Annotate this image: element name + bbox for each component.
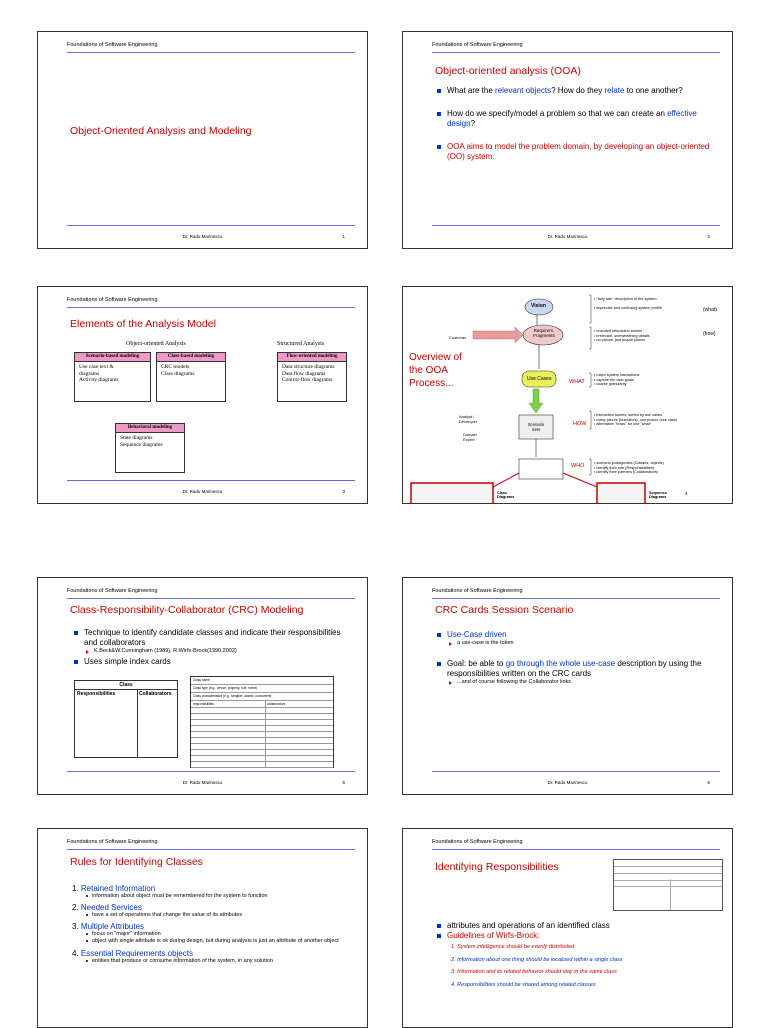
text: ...and of course following the Collaborator links: [457, 679, 572, 686]
slide-author: Dr. Radu Marinescu: [182, 489, 223, 494]
dot-icon: [86, 940, 88, 942]
bullet-list: [437, 86, 720, 162]
analyst-label: Analyst / Developer: [459, 414, 478, 424]
text: object with single attribute is ok during design, but during analysis is just an attribute of another object: [92, 938, 339, 945]
behavioral-box: [115, 423, 185, 473]
guideline: 2. Information about one thing should be localized within a single class: [451, 956, 623, 963]
bullet-icon: [74, 660, 78, 664]
what-paren-label: (what): [703, 307, 717, 313]
box-body: CRC models Class diagrams: [161, 364, 195, 377]
text: Uses simple index cards: [84, 657, 171, 667]
vision-label: Vision: [531, 303, 546, 309]
slide-2: [402, 31, 733, 249]
text: entities that produce or consume information of the system, in any solution: [92, 957, 273, 964]
card2-header-row: [191, 701, 333, 708]
thumb-row: [614, 881, 722, 887]
slide-header: Foundations of Software Engineering: [432, 588, 523, 594]
card2-type: Class type (e.g., device, property, role, event): [191, 685, 333, 693]
crc-card-thumbnail: [613, 859, 723, 911]
bullet-list: [437, 921, 720, 988]
rule-item: [72, 884, 357, 900]
rule-heading: [72, 949, 357, 958]
rule-heading: [72, 903, 357, 912]
bullet-icon: [74, 631, 78, 635]
header-rule: [67, 307, 355, 308]
sequence-diagram-thumb: [597, 483, 645, 504]
text: Technique to identify candidate classes and indicate their responsibilities and collaborators: [84, 628, 341, 647]
green-arrow: [529, 389, 543, 413]
slide-author: Dr. Radu Marinescu: [547, 780, 588, 785]
customer-arrow: [473, 327, 523, 343]
slide-number: 4: [685, 491, 688, 496]
footer-rule: [67, 480, 355, 481]
slide-number: 5: [342, 780, 345, 785]
rule-item: [72, 922, 357, 945]
notes-classes: • scenario protagonists (Classes, objects) • identify their role (Responsibilities) • identify their partners (Collaborators): [594, 461, 664, 475]
how-label: HOW: [573, 421, 587, 427]
bracket: [589, 411, 591, 429]
header-rule: [67, 598, 355, 599]
rule-heading: [72, 922, 357, 931]
box-head: Behavioral modeling: [116, 424, 184, 433]
notes-requirements: • unsorted interaction stories • irrelevant, overwhelming details • no picture, just puzzle pieces: [594, 329, 650, 343]
slide-title: Object-oriented analysis (OOA): [435, 65, 581, 77]
thumb-row: [614, 874, 722, 881]
rule-number: 3.: [72, 922, 79, 932]
text: Goal: be able to: [447, 659, 506, 669]
class-box: [156, 352, 226, 402]
text: information about object must be remembered for the system to function: [92, 893, 268, 899]
footer-rule: [67, 225, 355, 226]
crc-card-simple: [74, 680, 178, 758]
text: ? How do they: [551, 86, 605, 95]
who-label: WHO: [571, 463, 585, 469]
rule-sub: [72, 893, 357, 900]
structured-analysis-label: Structured Analysis: [277, 341, 325, 347]
slide-number: 1: [342, 234, 345, 239]
card2-collab: collaborators: [267, 702, 286, 706]
rule-sub: [72, 958, 357, 965]
slide-1: [37, 31, 368, 249]
header-rule: [67, 849, 355, 850]
slide-title: Class-Responsibility-Collaborator (CRC) Modeling: [70, 604, 304, 616]
notes-usecases: • major system interactions • capture the user goals • coarse granularity: [594, 373, 640, 387]
text: ?: [470, 119, 476, 128]
card2-char: Class characteristics (e.g., tangible, atomic, concurrent): [191, 693, 333, 701]
bullet: [437, 86, 720, 96]
text: What are the: [447, 86, 496, 95]
how-paren-label: (how): [703, 331, 716, 337]
header-rule: [432, 849, 720, 850]
scenario-sets-label: Scenario Sets: [527, 422, 545, 432]
box-head: Scenario-based modeling: [75, 353, 150, 362]
bullet: [437, 630, 720, 640]
text: OOA aims to model the problem domain, by developing an object-oriented (OO) system.: [447, 142, 710, 161]
guideline: 3. Information and its related behavior should stay in the same class: [451, 969, 617, 975]
sequence-diagrams-label: Sequence Diagrams: [649, 491, 667, 500]
guideline: 1. System intelligence should be evenly distributed: [451, 944, 575, 950]
dot-icon: [86, 960, 88, 962]
bullet-icon: [437, 112, 441, 116]
highlight: go through the whole use-case: [505, 659, 616, 669]
box-body: State diagrams Sequence diagrams: [120, 435, 163, 448]
slide-5: [37, 577, 368, 795]
box-body: Data structure diagrams Data flow diagrams Control-flow diagrams: [282, 364, 335, 384]
header-rule: [432, 52, 720, 53]
bullet: [437, 142, 720, 162]
highlight: effective design: [447, 109, 697, 128]
rule-label: Retained Information: [80, 884, 156, 893]
notes-scenarios: • interaction stories, sorted by use cases • many pieces (scenarios), one picture (use case) • alternative "hows" for one "what": [594, 413, 678, 427]
triangle-icon: [86, 650, 89, 654]
guidelines: [437, 945, 720, 988]
slide-title: Identifying Responsibilities: [435, 861, 559, 873]
customer-label: Customer: [449, 335, 467, 340]
bullet-icon: [437, 89, 441, 93]
slide-title: Object-Oriented Analysis and Modeling: [70, 125, 252, 137]
triangle-icon: [449, 681, 452, 685]
bullet: [437, 931, 720, 941]
slide-author: Dr. Radu Marinescu: [182, 234, 223, 239]
bullet-icon: [437, 924, 441, 928]
rule-sub: [72, 912, 357, 919]
dot-icon: [86, 914, 88, 916]
slide-title: Rules for Identifying Classes: [70, 856, 204, 868]
diagram-strip: [519, 459, 563, 479]
bullet-icon: [437, 633, 441, 637]
slide-6: [402, 577, 733, 795]
text: have a set of operations that change the value of its attributes: [92, 912, 243, 919]
dot-icon: [86, 895, 88, 897]
triangle-icon: [449, 642, 452, 646]
box-head: Flow-oriented modeling: [278, 353, 346, 362]
flow-box: [277, 352, 347, 402]
notes-vision: • "fairy tale" description of the system • imprecise and confusing system profile: [594, 297, 662, 311]
box-body: Use case text & diagrams Activity diagrams: [79, 364, 119, 384]
slide-author: Dr. Radu Marinescu: [182, 780, 223, 785]
thumb-divider: [670, 879, 671, 910]
rule-number: 2.: [72, 903, 79, 913]
rule-item: [72, 903, 357, 919]
scenario-box: [74, 352, 151, 402]
slide-title: Overview of the OOA Process...: [409, 352, 462, 389]
text: Use-Case driven: [447, 630, 507, 639]
slide-header: Foundations of Software Engineering: [67, 839, 158, 845]
guideline: 4. Responsibilities should be shared among related classes: [451, 981, 596, 988]
sub-bullet: [437, 640, 720, 647]
bracket: [589, 295, 591, 323]
text: a use-case is the token: [457, 640, 514, 646]
text: attributes and operations of an identified class: [447, 921, 610, 930]
text: K.Beck&W.Cunningham (1989), R.Wirfs-Brock(1990,2002): [94, 648, 237, 654]
slide-title: CRC Cards Session Scenario: [435, 604, 574, 616]
slide-header: Foundations of Software Engineering: [67, 42, 158, 48]
class-diagram-thumb: [411, 483, 493, 504]
card-collab-label: Collaborators: [139, 691, 172, 697]
slide-title: Elements of the Analysis Model: [70, 318, 216, 330]
slide-header: Foundations of Software Engineering: [67, 588, 158, 594]
highlight: relate: [604, 86, 625, 95]
footer-rule: [432, 771, 720, 772]
rule-number: 1.: [72, 884, 79, 893]
bullet-icon: [437, 145, 441, 149]
slide-number: 6: [707, 780, 710, 785]
bracket: [589, 327, 591, 349]
domain-expert-label: Domain Expert: [463, 432, 477, 442]
card2-rows: [191, 708, 333, 768]
bullet: [74, 657, 355, 667]
requirements-label: Requirem. Fragments: [533, 328, 555, 338]
rule-sub: [72, 938, 357, 945]
header-rule: [432, 598, 720, 599]
card-class-label: Class: [75, 681, 177, 690]
text: How do we specify/model a problem so that we can create an: [447, 109, 668, 118]
slide-8: [402, 828, 733, 1028]
highlight: relevant objects: [495, 86, 552, 95]
slide-3: [37, 286, 368, 504]
rule-heading: [72, 884, 357, 893]
sub-bullet: [437, 679, 720, 686]
oo-analysis-label: Object-oriented Analysis: [126, 341, 186, 347]
bullet-list: [437, 630, 720, 686]
card2-divider: [265, 701, 266, 767]
text: focus on "major" information: [92, 931, 161, 938]
bullet: [437, 921, 720, 931]
card-row: [191, 762, 333, 768]
rule-item: [72, 949, 357, 965]
text: to one another?: [624, 86, 683, 95]
card-resp-label: Responsibilities: [77, 691, 116, 697]
rules-list: [72, 884, 357, 965]
bullet: [437, 659, 720, 679]
header-rule: [67, 52, 355, 53]
footer-rule: [67, 771, 355, 772]
slide-7: [37, 828, 368, 1028]
card2-resp: responsibilities: [193, 702, 214, 706]
bullet: [437, 109, 720, 129]
footer-rule: [432, 225, 720, 226]
slide-header: Foundations of Software Engineering: [432, 42, 523, 48]
rule-label: Needed Services: [80, 903, 142, 913]
slide-4: [402, 286, 733, 504]
rule-label: Multiple Attributes: [80, 922, 145, 932]
card2-class: Class name: [191, 677, 333, 685]
sub-bullet: [74, 648, 355, 655]
box-head: Class-based modeling: [157, 353, 225, 362]
usecases-label: Use Cases: [527, 376, 552, 382]
crc-card-detailed: [190, 676, 334, 768]
bullet-list: [74, 628, 355, 667]
slide-number: 3: [342, 489, 345, 494]
text: description by using the responsibilities written on the CRC cards: [447, 659, 702, 679]
slide-header: Foundations of Software Engineering: [432, 839, 523, 845]
thumb-row: [614, 867, 722, 874]
what-label: WHAT: [569, 379, 585, 385]
red-link: [563, 473, 597, 487]
dot-icon: [86, 933, 88, 935]
bullet-icon: [437, 662, 441, 666]
slide-number: 2: [707, 234, 710, 239]
rule-label: Essential Requirements objects: [80, 948, 193, 958]
red-link: [493, 473, 519, 487]
rule-number: 4.: [72, 948, 79, 958]
thumb-row: [614, 860, 722, 867]
slide-header: Foundations of Software Engineering: [67, 297, 158, 303]
bullet: [74, 628, 355, 648]
text: Guidelines of Wirfs-Brock:: [447, 931, 540, 940]
bullet-icon: [437, 934, 441, 938]
slide-author: Dr. Radu Marinescu: [547, 234, 588, 239]
card-divider: [137, 689, 138, 757]
bracket: [589, 373, 591, 387]
class-diagrams-label: Class Diagrams: [497, 491, 515, 500]
rule-sub: [72, 931, 357, 938]
bracket: [589, 459, 591, 475]
